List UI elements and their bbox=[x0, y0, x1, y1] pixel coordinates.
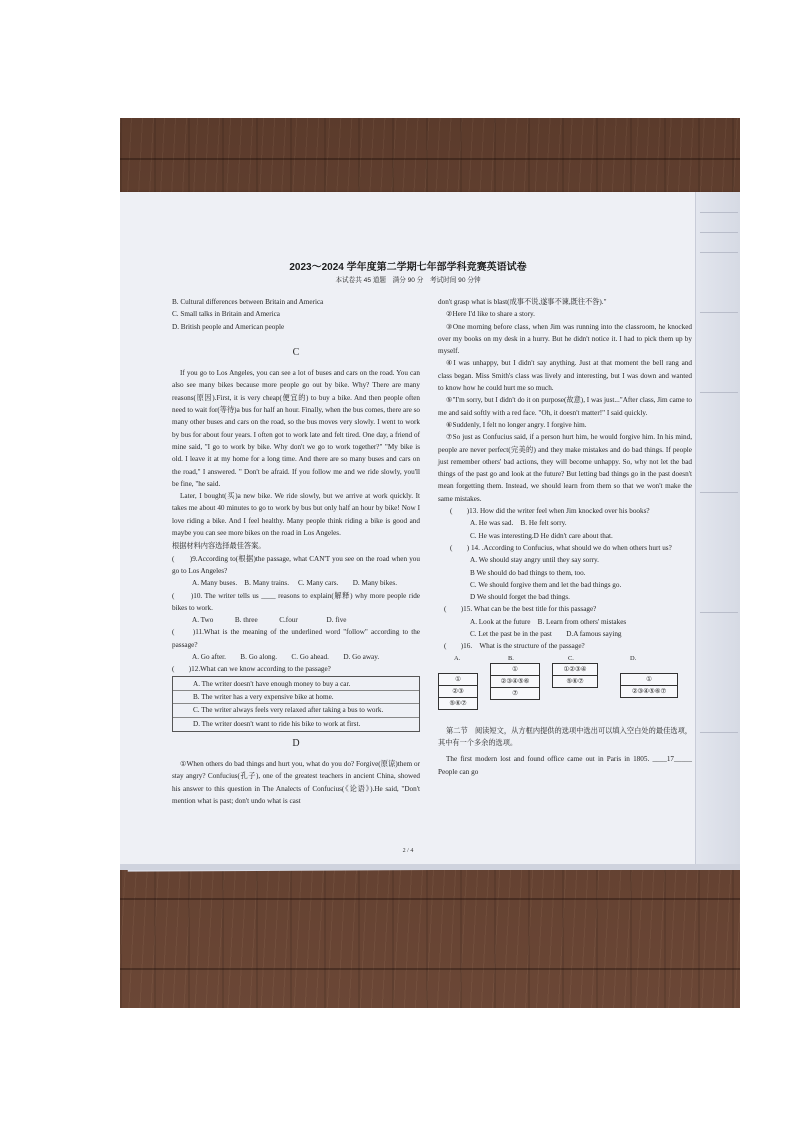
question-stem: ( )10. The writer tells us ____ reasons to explain(解释) why more people ride bikes to work. bbox=[172, 591, 420, 612]
structure-a-1: ① bbox=[438, 673, 478, 686]
q12-option-box bbox=[172, 676, 420, 732]
option-line: B. Cultural differences between Britain and America bbox=[172, 298, 324, 306]
page-number: 2 / 4 bbox=[402, 848, 414, 854]
left-column bbox=[172, 296, 420, 807]
exam-sheet bbox=[120, 192, 740, 864]
passage-paragraph: ⑥Suddenly, I felt no longer angry. I forgive him. bbox=[446, 420, 587, 429]
structure-b-1: ① bbox=[490, 663, 540, 676]
structure-d-2: ②③④⑤⑥⑦ bbox=[620, 685, 678, 698]
wood-grain bbox=[120, 968, 740, 970]
page-title: 2023～2024 学年度第二学期七年部学科竞赛英语试卷 bbox=[289, 262, 527, 273]
question-options: A. Many buses. B. Many trains. C. Many cars. D. Many bikes. bbox=[192, 579, 398, 588]
passage-line: The first modern lost and found office came out in Paris in 1805. ____17_____ People can go bbox=[438, 755, 692, 776]
section-heading-c: C bbox=[292, 346, 300, 358]
passage-paragraph: Later, I bought(买)a new bike. We ride slowly, but we arrive at work quickly. It takes me about 40 minutes to go to work by bus but only half an hour by bike! Now I love riding a bike. And I feel healthy. Many people think riding a bike is good and maybe you can see more bikes on the road in Los Angeles. bbox=[172, 492, 420, 538]
structure-label-a: A. bbox=[454, 654, 461, 662]
question-stem: ( )9.According to(根据)the passage, what CAN'T you see on the road when you go to Los Angeles? bbox=[172, 554, 420, 575]
structure-b-3: ⑦ bbox=[490, 687, 540, 700]
passage-paragraph: If you go to Los Angeles, you can see a lot of buses and cars on the road. You can also see many bikes because more people go out by bike. Why? There are many reasons(原因).First, it is very cheap(便宜的) to buy a bike. And then people often need to wait for(等待)a bus for half an hour. Finally, when the bus comes, there are so many other buses and cars on the road, so the bus moves very slowly. I went to work by bus for about four years. I often got to work late and felt tired. One day, a friend of mine said, "I go to work by bike. Why don't we go to work together?" "My bike is old. I leave it at my home for a long time. And there are so many buses and cars on the road," I answered. " Don't be afraid. If you follow me and we ride slowly, you'll be fine, "he said. bbox=[172, 369, 420, 488]
answer-strip bbox=[695, 192, 740, 864]
question-option: D. The writer doesn't want to ride his bike to work at first. bbox=[193, 719, 361, 728]
structure-a-3: ⑤⑥⑦ bbox=[438, 697, 478, 710]
passage-paragraph: ④I was unhappy, but I didn't say anything. Just at that moment the bell rang and class began. Miss Smith's class was lively and interesting, but I was down and wanted to know how he could hurt me so much. bbox=[438, 359, 692, 393]
section-two-instruction: 第二节 阅读短文，从方框内提供的选项中选出可以填入空白处的最佳选项，其中有一个多余的选项。 bbox=[438, 726, 692, 747]
section-heading-d: D bbox=[292, 737, 300, 749]
question-option: A. Look at the future B. Learn from others' mistakes bbox=[470, 617, 627, 626]
question-options: A. Go after. B. Go along. C. Go ahead. D. Go away. bbox=[192, 653, 380, 662]
question-option: C. We should forgive them and let the bad things go. bbox=[470, 580, 622, 589]
structure-label-d: D. bbox=[630, 654, 637, 662]
passage-paragraph: ⑤"I'm sorry, but I didn't do it on purpose(故意), I was just..."After class, Jim came to me and said softly with a red face. "Oh, it doesn't matter!" I said quickly. bbox=[438, 396, 692, 417]
question-option: B. The writer has a very expensive bike at home. bbox=[173, 691, 419, 704]
question-stem: ( ) 14. .According to Confucius, what should we do when others hurt us? bbox=[450, 543, 672, 552]
passage-paragraph: ③One morning before class, when Jim was running into the classroom, he knocked over my books on my desk in a hurry. But he didn't notice it. I had to pick them up by myself. bbox=[438, 322, 692, 356]
structure-c-2: ⑤⑥⑦ bbox=[552, 675, 598, 688]
question-option: C. Let the past be in the past D.A famous saying bbox=[470, 630, 622, 639]
question-option: D We should forget the bad things. bbox=[470, 593, 570, 602]
structure-c-1: ①②③④ bbox=[552, 663, 598, 676]
structure-d-1: ① bbox=[620, 673, 678, 686]
question-option: A. The writer doesn't have enough money to buy a car. bbox=[173, 678, 419, 691]
wood-grain bbox=[120, 158, 740, 160]
question-stem: ( )15. What can be the best title for this passage? bbox=[444, 605, 597, 614]
structure-a-2: ②③ bbox=[438, 685, 478, 698]
exam-info: 本试卷共 45 道题 满分 90 分 考试时间 90 分钟 bbox=[335, 277, 481, 284]
question-options: A. Two B. three C.four D. five bbox=[192, 616, 347, 625]
question-option: C. The writer always feels very relaxed after taking a bus to work. bbox=[173, 704, 419, 717]
question-stem: ( )16. What is the structure of the passage? bbox=[444, 642, 585, 651]
question-stem: ( )11.What is the meaning of the underlined word "follow" according to the passage? bbox=[172, 628, 420, 649]
option-line: D. British people and American people bbox=[172, 322, 285, 331]
question-option: C. He was interesting.D He didn't care about that. bbox=[470, 531, 613, 540]
passage-paragraph: ⑦So just as Confucius said, if a person hurt him, he would forgive him. In his mind, people are never perfect(完美的) and they make mistakes and do bad things. If people just remember others' bad actions, they will become unhappy. So, why not let the bad things of the past go and look at the future? But letting bad things go in the past doesn't mean forgetting them. Instead, we should learn from them so that we won't make the same mistakes. bbox=[438, 433, 692, 503]
question-stem: ( )12.What can we know according to the passage? bbox=[172, 665, 331, 674]
passage-paragraph: ①When others do bad things and hurt you, what do you do? Forgive(原谅)them or stay angry? Confucius(孔子), one of the greatest teachers in ancient China, showed his answer to this question in The Analects of Confucius(《论语》).He said, "Don't mention what is past; don't undo what is cast bbox=[172, 760, 420, 805]
structure-label-b: B. bbox=[508, 654, 514, 662]
sheet-edge bbox=[120, 864, 740, 870]
question-option: A. We should stay angry until they say sorry. bbox=[470, 556, 599, 565]
wood-grain bbox=[120, 898, 740, 900]
structure-b-2: ②③④⑤⑥ bbox=[490, 675, 540, 688]
structure-label-c: C. bbox=[568, 654, 574, 662]
question-option: B We should do bad things to them, too. bbox=[470, 568, 586, 577]
structure-options bbox=[438, 653, 692, 715]
passage-paragraph: ②Here I'd like to share a story. bbox=[446, 310, 535, 319]
right-column bbox=[438, 296, 692, 778]
passage-paragraph: don't grasp what is blast(成事不说,遂事不谏,既往不咎)." bbox=[438, 298, 607, 306]
option-line: C. Small talks in Britain and America bbox=[172, 310, 280, 319]
question-option: A. He was sad. B. He felt sorry. bbox=[470, 519, 567, 528]
instruction: 根据材料内容选择最佳答案。 bbox=[172, 542, 266, 551]
photo-background bbox=[120, 118, 740, 1008]
question-stem: ( )13. How did the writer feel when Jim knocked over his books? bbox=[450, 507, 650, 516]
